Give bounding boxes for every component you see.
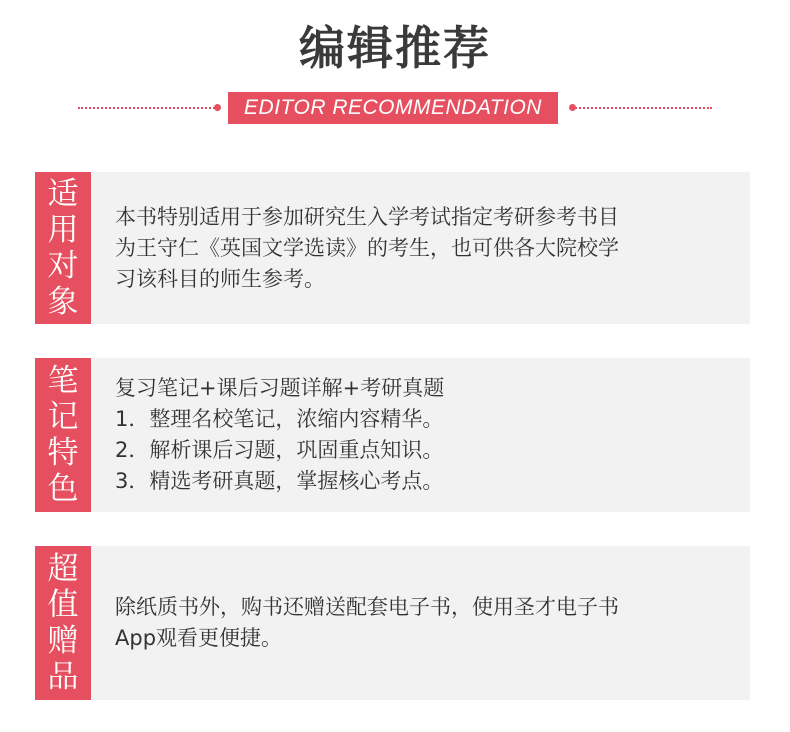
section-target-audience [35,172,750,324]
subtitle-banner [0,92,790,124]
label-char: 值 [47,587,79,623]
label-char: 超 [47,551,79,587]
body-line: App观看更便捷。 [115,626,283,650]
section-body [115,358,736,512]
section-label [35,358,91,512]
section-body [115,546,736,700]
body-line: 3．精选考研真题，掌握核心考点。 [115,469,444,493]
label-char: 品 [47,659,79,695]
dotted-divider-left [78,107,218,109]
label-char: 用 [47,212,79,248]
body-line: 本书特别适用于参加研究生入学考试指定考研参考书目 [115,204,619,229]
section-body [115,172,736,324]
label-char: 笔 [47,363,79,399]
section-label [35,546,91,700]
dotted-divider-right [572,107,712,109]
label-char: 赠 [47,623,79,659]
page-title: 编辑推荐 [299,21,491,75]
label-char: 记 [47,399,79,435]
label-char: 适 [47,176,79,212]
subtitle-badge: EDITOR RECOMMENDATION [228,92,558,124]
label-char: 色 [47,471,79,507]
divider-dot-left [214,104,221,111]
body-line: 2．解析课后习题，巩固重点知识。 [115,438,444,462]
body-line: 习该科目的师生参考。 [115,266,325,291]
label-char: 特 [47,435,79,471]
label-char: 象 [47,284,79,320]
body-line: 1．整理名校笔记，浓缩内容精华。 [115,407,444,431]
section-note-features [35,358,750,512]
label-char: 对 [47,248,79,284]
section-bonus-gift [35,546,750,700]
body-line: 为王守仁《英国文学选读》的考生，也可供各大院校学 [115,235,619,260]
body-line: 除纸质书外，购书还赠送配套电子书，使用圣才电子书 [115,595,619,619]
section-label [35,172,91,324]
body-line: 复习笔记+课后习题详解+考研真题 [115,376,445,400]
